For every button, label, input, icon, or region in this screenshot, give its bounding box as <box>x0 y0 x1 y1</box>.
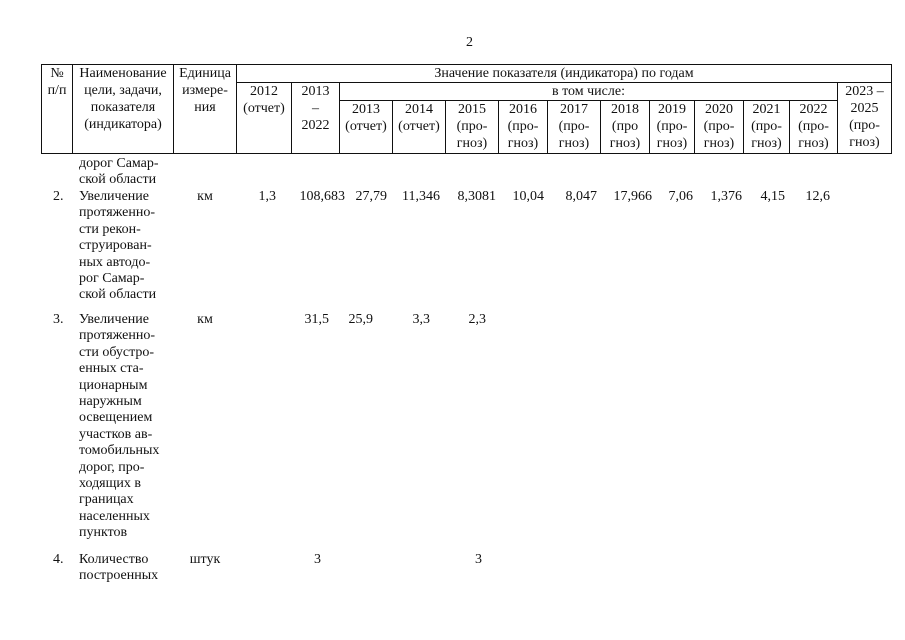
row-2-name: Увеличение протяженно- сти рекон- струирован- ных автодо- рог Самар- ской области <box>79 189 157 303</box>
header-values: Значение показателя (индикатора) по годам <box>237 65 892 83</box>
header-including: в том числе: <box>340 83 838 101</box>
row-3-value-2015: 2,3 <box>468 312 486 327</box>
header-year: 2015 (про- гноз) <box>446 101 499 154</box>
header-year: 2018 (про гноз) <box>601 101 650 154</box>
row-2-value-2012: 1,3 <box>258 189 276 204</box>
header-year: 2013 (отчет) <box>340 101 393 154</box>
row-2-value-2020: 1,376 <box>710 189 742 204</box>
header-year: 2022 (про- гноз) <box>790 101 838 154</box>
row-2-value-2013-2022: 108,683 <box>299 189 345 204</box>
header-number: № п/п <box>42 65 73 154</box>
row-3-value-2014: 3,3 <box>412 312 430 327</box>
header-unit: Единица измере- ния <box>174 65 237 154</box>
row-4-number: 4. <box>53 552 64 567</box>
row-2-unit: км <box>197 189 213 204</box>
row-4-value-2013-2022: 3 <box>314 552 321 567</box>
row-4-name: Количество построенных <box>79 552 159 584</box>
row-2-value-2014: 11,346 <box>402 189 440 204</box>
header-2012: 2012 (отчет) <box>237 83 292 154</box>
row-4-value-2015: 3 <box>475 552 482 567</box>
header-year: 2014 (отчет) <box>393 101 446 154</box>
row-2-value-2018: 17,966 <box>613 189 652 204</box>
row-2-value-2021: 4,15 <box>760 189 785 204</box>
row-2-value-2022: 12,6 <box>805 189 830 204</box>
row-3-value-2013-2022: 31,5 <box>304 312 329 327</box>
row-3-number: 3. <box>53 312 64 327</box>
header-year: 2021 (про- гноз) <box>744 101 790 154</box>
row-4-unit: штук <box>189 552 221 567</box>
row-2-value-2017: 8,047 <box>565 189 597 204</box>
header-2023-2025: 2023 – 2025 (про- гноз) <box>838 83 892 154</box>
header-name: Наименование цели, задачи, показателя (индикатора) <box>73 65 174 154</box>
row-2-value-2016: 10,04 <box>512 189 544 204</box>
row-2-value-2019: 7,06 <box>668 189 693 204</box>
header-year: 2017 (про- гноз) <box>548 101 601 154</box>
row-2-number: 2. <box>53 189 64 204</box>
header-year: 2016 (про- гноз) <box>499 101 548 154</box>
row-3-name: Увеличение протяженно- сти обустро- енных ста- ционарным наружным освещением участков ав- томобильных дорог, про- ходящих в границах населенных пунктов <box>79 312 160 541</box>
header-2013-2022: 2013 – 2022 <box>292 83 340 154</box>
row-3-unit: км <box>197 312 213 327</box>
header-year: 2020 (про- гноз) <box>695 101 744 154</box>
continuation-text: дорог Самар- ской области <box>79 156 159 188</box>
header-year: 2019 (про- гноз) <box>650 101 695 154</box>
row-2-value-2013: 27,79 <box>355 189 387 204</box>
row-2-value-2015: 8,3081 <box>457 189 496 204</box>
row-3-value-2013: 25,9 <box>348 312 373 327</box>
page-number: 2 <box>466 35 473 50</box>
